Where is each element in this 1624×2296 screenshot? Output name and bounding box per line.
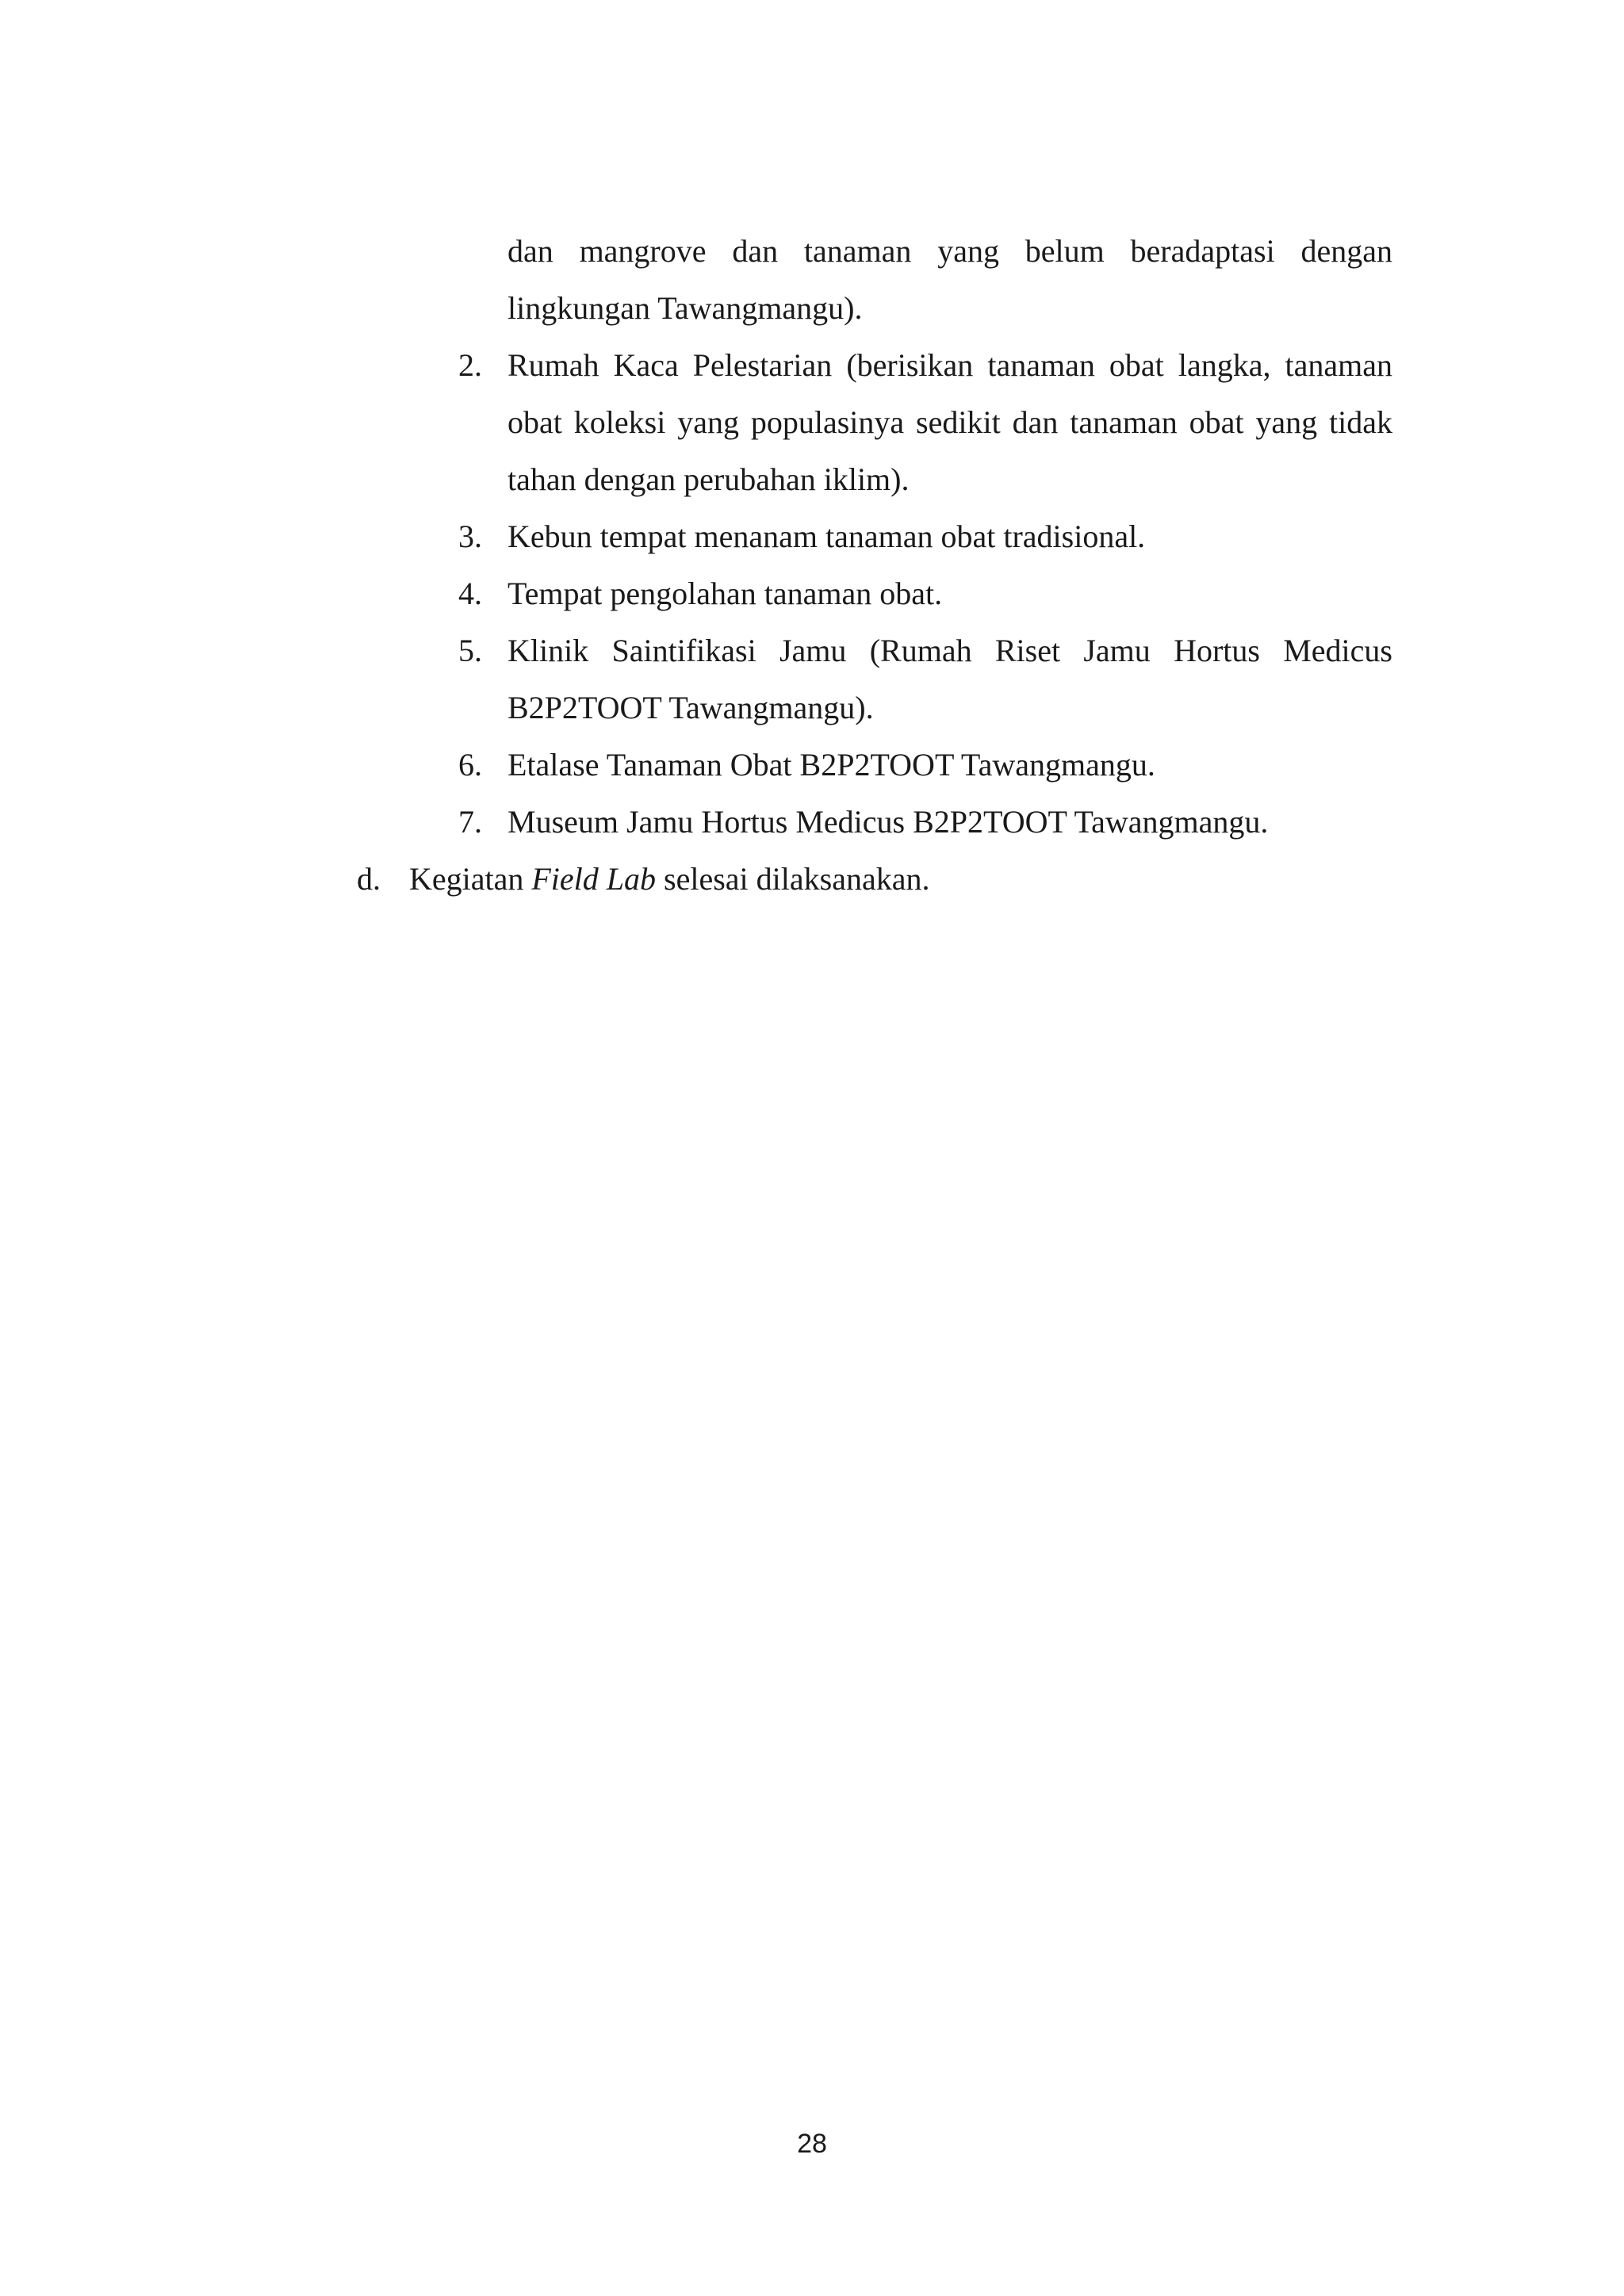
list-item-7-line-1: Museum Jamu Hortus Medicus B2P2TOOT Tawangmangu. <box>508 804 1269 840</box>
list-item-4-line-1: Tempat pengolahan tanaman obat. <box>508 576 943 611</box>
item-d-italic-term: Field Lab <box>531 861 657 897</box>
list-number-6: 6. <box>458 747 482 783</box>
list-number-3: 3. <box>458 519 482 554</box>
item-d-text-before: Kegiatan <box>409 861 532 897</box>
continuation-line-1: dan mangrove dan tanaman yang belum beradaptasi dengan <box>508 233 1392 269</box>
list-item-2-line-1: Rumah Kaca Pelestarian (berisikan tanaman obat langka, tanaman <box>508 347 1392 383</box>
continuation-line-2: lingkungan Tawangmangu). <box>508 290 863 326</box>
list-letter-d: d. <box>357 861 381 897</box>
list-number-7: 7. <box>458 804 482 840</box>
list-item-d-text <box>409 859 929 899</box>
list-item-6-line-1: Etalase Tanaman Obat B2P2TOOT Tawangmangu. <box>508 747 1155 783</box>
list-number-5: 5. <box>458 633 482 668</box>
list-item-5-line-2: B2P2TOOT Tawangmangu). <box>508 690 874 725</box>
list-number-2: 2. <box>458 347 482 383</box>
page-number: 28 <box>797 2129 827 2159</box>
list-number-4: 4. <box>458 576 482 611</box>
list-item-2-line-3: tahan dengan perubahan iklim). <box>508 461 910 497</box>
list-item-2-line-2: obat koleksi yang populasinya sedikit dan tanaman obat yang tidak <box>508 404 1392 440</box>
list-item-5-line-1: Klinik Saintifikasi Jamu (Rumah Riset Jamu Hortus Medicus <box>508 633 1392 668</box>
list-item-3-line-1: Kebun tempat menanam tanaman obat tradisional. <box>508 519 1146 554</box>
item-d-text-after: selesai dilaksanakan. <box>656 861 930 897</box>
